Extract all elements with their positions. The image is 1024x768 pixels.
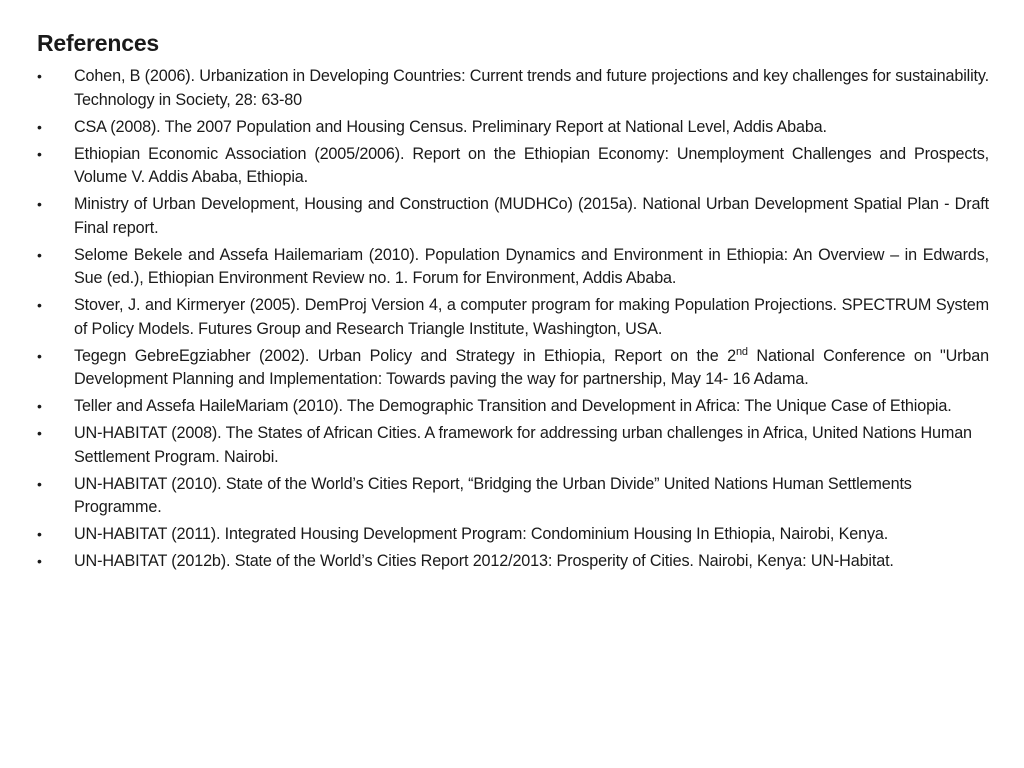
bullet-icon: • <box>37 118 42 135</box>
bullet-icon: • <box>37 553 42 569</box>
reference-text-after: National Conference on "Urban Development Planning and Implementation: Towards paving the way for partnership, May 14- 16 Adama. <box>74 346 989 388</box>
bullet-icon: • <box>37 347 42 364</box>
reference-text: UN-HABITAT (2010). State of the World’s Cities Report, “Bridging the Urban Divide” United Nations Human Settlements Programme. <box>74 474 912 516</box>
bullet-icon: • <box>37 246 42 263</box>
reference-item <box>37 65 989 112</box>
bullet-icon: • <box>37 475 42 492</box>
ordinal-superscript: nd <box>735 345 748 358</box>
reference-text: Ministry of Urban Development, Housing and Construction (MUDHCo) (2015a). National Urban Development Spatial Plan - Draft Final report. <box>74 195 989 237</box>
reference-item <box>37 143 989 190</box>
reference-item <box>37 244 989 291</box>
reference-item <box>37 116 989 140</box>
reference-item <box>37 473 989 520</box>
reference-item <box>37 345 989 392</box>
reference-text: Cohen, B (2006). Urbanization in Developing Countries: Current trends and future projections and key challenges for sustainability. Technology in Society, 28: 63-80 <box>74 67 989 109</box>
reference-text-before: Tegegn GebreEgziabher (2002). Urban Policy and Strategy in Ethiopia, Report on the 2 <box>74 346 736 365</box>
reference-item <box>37 523 989 547</box>
reference-text <box>74 347 989 389</box>
reference-text: UN-HABITAT (2012b). State of the World’s Cities Report 2012/2013: Prosperity of Cities. Nairobi, Kenya: UN-Habitat. <box>74 552 894 570</box>
reference-text: UN-HABITAT (2008). The States of African Cities. A framework for addressing urban challenges in Africa, United Nations Human Settlement Program. Nairobi. <box>74 424 972 466</box>
bullet-icon: • <box>37 398 42 414</box>
bullet-icon: • <box>37 145 42 162</box>
bullet-icon: • <box>37 68 42 84</box>
reference-item <box>37 422 989 469</box>
reference-text: UN-HABITAT (2011). Integrated Housing Development Program: Condominium Housing In Ethiopia, Nairobi, Kenya. <box>74 525 889 543</box>
reference-text: Selome Bekele and Assefa Hailemariam (2010). Population Dynamics and Environment in Ethiopia: An Overview – in Edwards, Sue (ed.), Ethiopian Environment Review no. 1. Forum for Environment, Addis Ababa. <box>74 245 989 287</box>
reference-text: Teller and Assefa HaileMariam (2010). The Demographic Transition and Development in Africa: The Unique Case of Ethiopia. <box>74 397 952 415</box>
reference-list <box>37 65 989 577</box>
bullet-icon: • <box>37 526 42 542</box>
reference-text: Ethiopian Economic Association (2005/2006). Report on the Ethiopian Economy: Unemployment Challenges and Prospects, Volume V. Addis Ababa, Ethiopia. <box>74 144 989 186</box>
reference-item <box>37 395 989 419</box>
reference-text: CSA (2008). The 2007 Population and Housing Census. Preliminary Report at National Level, Addis Ababa. <box>74 117 827 136</box>
bullet-icon: • <box>37 196 42 212</box>
reference-text: Stover, J. and Kirmeryer (2005). DemProj Version 4, a computer program for making Population Projections. SPECTRUM System of Policy Models. Futures Group and Research Triangle Institute, Washington, USA. <box>74 296 989 338</box>
reference-item <box>37 550 989 574</box>
bullet-icon: • <box>37 297 42 313</box>
reference-item <box>37 294 989 341</box>
bullet-icon: • <box>37 425 42 441</box>
slide-title: References <box>37 30 160 56</box>
reference-item <box>37 193 989 240</box>
